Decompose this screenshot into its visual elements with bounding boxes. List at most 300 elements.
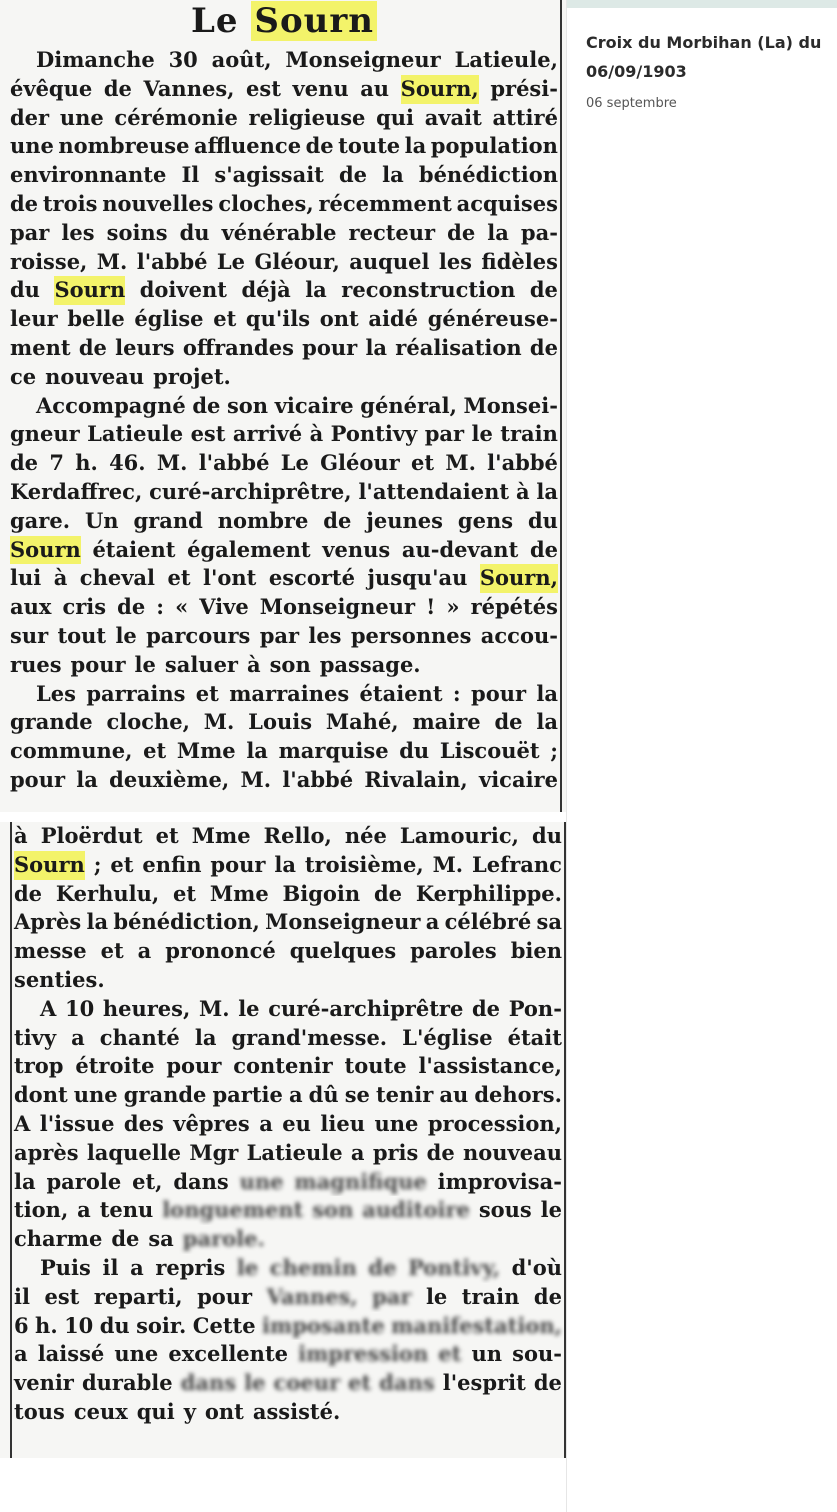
word: auquel: [349, 248, 430, 274]
word: Bigoin: [282, 880, 361, 906]
word: la: [274, 851, 296, 877]
text-line: [8, 46, 560, 75]
text-line: [8, 593, 560, 622]
word: L'église: [402, 1024, 493, 1050]
word: imposante: [262, 1312, 385, 1338]
word: de: [471, 995, 501, 1021]
word: bénédiction,: [113, 909, 260, 935]
word: est: [190, 421, 226, 447]
word: du: [532, 823, 562, 848]
word: le: [236, 1254, 259, 1280]
word: et: [110, 851, 134, 877]
word: M.: [445, 450, 476, 476]
word: la: [536, 478, 558, 504]
word: l'ont: [202, 565, 257, 591]
word: M.: [432, 851, 464, 877]
word: de: [10, 190, 39, 216]
word: qu'ils: [245, 306, 311, 332]
word: curé-archiprêtre: [268, 995, 464, 1021]
word: venus: [322, 536, 391, 562]
word: et: [213, 306, 237, 332]
word: née: [344, 823, 387, 848]
word: personnes: [350, 622, 472, 648]
word: nouveau: [45, 363, 145, 389]
word: au: [360, 75, 390, 101]
word: acquises: [456, 190, 558, 216]
word: général,: [360, 392, 457, 418]
text-line: [12, 1052, 564, 1081]
word: étroite: [75, 1053, 155, 1079]
word: de: [323, 507, 352, 533]
word: nombre: [217, 507, 309, 533]
word: eu: [282, 1110, 311, 1136]
word: la: [404, 133, 427, 159]
word: a: [71, 1024, 85, 1050]
word: trois: [42, 190, 98, 216]
word: et: [155, 823, 179, 848]
word: a: [137, 938, 152, 964]
word: à: [14, 823, 28, 848]
word: A: [14, 1110, 31, 1136]
word: 46.: [109, 450, 146, 476]
word: de: [368, 1254, 397, 1280]
word: de: [373, 880, 403, 906]
text-line: [8, 622, 560, 651]
word: une: [73, 1082, 118, 1108]
text-line: [12, 1254, 564, 1283]
word: coeur: [273, 1370, 341, 1396]
word: de: [447, 219, 476, 245]
word: troisième,: [304, 851, 424, 877]
word: Kerhulu,: [55, 880, 160, 906]
word: assisté.: [252, 1398, 341, 1424]
word: la: [86, 909, 109, 935]
text-line: [12, 995, 564, 1024]
word: M.: [240, 766, 272, 792]
word: également: [187, 536, 311, 562]
word: du: [179, 219, 210, 245]
word: pour: [210, 851, 266, 877]
word: improvisa-: [437, 1168, 562, 1194]
word: évêque: [10, 75, 93, 101]
word: sa: [148, 1226, 174, 1252]
word: venu: [292, 75, 349, 101]
word: Sourn,: [480, 564, 558, 593]
word: ont: [319, 306, 359, 332]
word: 30: [168, 47, 198, 72]
word: la: [76, 766, 98, 792]
word: des: [123, 1110, 164, 1136]
word: toute: [344, 1053, 407, 1079]
word: leurs: [115, 334, 175, 360]
word: l'abbé: [282, 766, 354, 792]
word: pris: [372, 1139, 419, 1165]
word: recteur: [348, 219, 436, 245]
word: dans: [379, 1370, 435, 1396]
word: Le: [280, 450, 309, 476]
word: Monseigneur: [265, 909, 421, 935]
panel-topbar: [567, 0, 837, 8]
word: ;: [93, 851, 102, 877]
word: Mme: [191, 823, 251, 848]
word: de: [494, 709, 523, 735]
word: Mme: [209, 880, 269, 906]
word: impression: [298, 1341, 429, 1367]
word: nouvelles: [102, 190, 214, 216]
word: tion,: [14, 1197, 69, 1223]
word: l'abbé: [136, 248, 208, 274]
word: et: [411, 450, 435, 476]
word: senties.: [14, 966, 105, 992]
word: dans: [180, 1370, 237, 1396]
word: 10: [64, 1312, 94, 1338]
word: cloches,: [218, 190, 314, 216]
word: Ploërdut: [40, 823, 143, 848]
word: «: [175, 594, 189, 620]
word: d'où: [511, 1254, 562, 1280]
word: de: [10, 450, 39, 476]
word: et,: [132, 1168, 163, 1194]
word: et: [195, 680, 219, 706]
word: train: [461, 1283, 520, 1309]
word: nombreuse: [58, 133, 190, 159]
word: cris: [62, 594, 107, 620]
word: pour: [471, 680, 527, 706]
word: longuement: [162, 1197, 304, 1223]
word: de: [78, 334, 107, 360]
headline-prefix: Le: [191, 1, 252, 41]
word: après: [14, 1139, 79, 1165]
word: Sourn: [10, 536, 81, 565]
word: jeunes: [366, 507, 443, 533]
word: tivy: [14, 1024, 57, 1050]
word: Le: [216, 248, 246, 274]
word: étaient: [359, 680, 443, 706]
text-line: [12, 851, 564, 880]
word: de: [103, 75, 132, 101]
text-line: [12, 1196, 564, 1225]
word: pa-: [520, 219, 558, 245]
word: Les: [36, 680, 76, 706]
word: repris: [155, 1254, 226, 1280]
word: maire: [412, 709, 481, 735]
word: sou-: [512, 1341, 562, 1367]
word: ;: [550, 738, 558, 764]
word: leur: [10, 306, 58, 332]
word: !: [426, 594, 436, 620]
word: à: [309, 421, 324, 447]
word: dont: [14, 1082, 68, 1108]
word: une: [114, 1341, 159, 1367]
word: le: [471, 421, 493, 447]
word: tous: [14, 1398, 65, 1424]
word: récemment: [318, 190, 452, 216]
word: ce: [10, 363, 37, 389]
text-line: [12, 1340, 564, 1369]
word: lieu: [320, 1110, 365, 1136]
word: projet.: [153, 363, 231, 389]
word: auditoire: [362, 1197, 470, 1223]
word: Gléour: [320, 450, 400, 476]
text-line: [8, 161, 560, 190]
text-line: [8, 564, 560, 593]
word: soins: [106, 219, 168, 245]
word: déjà: [241, 277, 291, 303]
word: l'attendaient: [358, 478, 510, 504]
word: la: [14, 1168, 36, 1194]
word: laissé: [37, 1341, 105, 1367]
word: tenu: [99, 1197, 154, 1223]
word: il: [102, 1254, 119, 1280]
word: Sourn,: [401, 75, 479, 104]
word: à: [53, 565, 68, 591]
word: une: [374, 1110, 419, 1136]
word: est: [246, 75, 281, 101]
text-line: [12, 1168, 564, 1197]
text-line: [8, 132, 560, 161]
word: vêpres: [173, 1110, 250, 1136]
word: de: [533, 1370, 562, 1396]
word: religieuse: [248, 104, 366, 130]
word: Il: [181, 162, 200, 188]
word: au: [439, 1082, 469, 1108]
word: le: [134, 651, 156, 677]
word: paroles: [410, 938, 497, 964]
text-line: [8, 651, 560, 680]
scan-seam: [0, 812, 566, 822]
word: M.: [96, 248, 128, 274]
word: dû: [308, 1082, 339, 1108]
text-line: [8, 507, 560, 536]
word: pour: [70, 651, 126, 677]
word: l'esprit: [442, 1370, 526, 1396]
word: aux: [10, 594, 52, 620]
word: rues: [10, 651, 62, 677]
word: parrains: [86, 680, 186, 706]
word: par: [259, 622, 300, 648]
word: la: [305, 277, 327, 303]
text-line: [8, 190, 560, 219]
word: Accompagné: [36, 392, 186, 418]
word: reconstruction: [341, 277, 516, 303]
word: à: [515, 478, 530, 504]
word: et: [438, 1341, 462, 1367]
word: vicaire: [479, 766, 558, 792]
word: de: [529, 536, 558, 562]
word: et: [100, 938, 124, 964]
word: h.: [35, 1312, 58, 1338]
word: parole.: [182, 1226, 265, 1252]
word: Pon-: [508, 995, 562, 1021]
text-line: [8, 680, 560, 709]
word: marquise: [278, 738, 389, 764]
word: Louis: [248, 709, 313, 735]
word: soir.: [136, 1312, 187, 1338]
word: a: [350, 1139, 365, 1165]
word: de: [14, 880, 43, 906]
word: un: [471, 1341, 503, 1367]
text-line: [8, 420, 560, 449]
word: Mgr: [189, 1139, 239, 1165]
word: prési-: [490, 75, 558, 101]
word: la: [194, 1024, 217, 1050]
word: sa: [536, 909, 562, 935]
text-line: [12, 1312, 564, 1341]
word: le: [425, 1283, 448, 1309]
word: y: [183, 1398, 196, 1424]
word: l'assistance,: [418, 1053, 562, 1079]
headline-highlight: Sourn: [251, 1, 377, 41]
word: répétés: [470, 594, 558, 620]
word: procession,: [427, 1110, 562, 1136]
word: les: [308, 622, 342, 648]
word: Latieule,: [454, 47, 558, 72]
word: qui: [376, 104, 415, 130]
word: de: [533, 1283, 562, 1309]
text-line: [8, 392, 560, 421]
word: et: [143, 738, 167, 764]
word: Latieule: [246, 1139, 343, 1165]
word: bien: [510, 938, 562, 964]
source-title[interactable]: Croix du Morbihan (La) du 06/09/1903: [586, 33, 822, 81]
text-line: [8, 766, 560, 795]
word: Liscouët: [439, 738, 540, 764]
word: lui: [10, 565, 42, 591]
word: Un: [84, 507, 119, 533]
text-line: [12, 937, 564, 966]
word: Vive: [199, 594, 249, 620]
word: a: [130, 1254, 144, 1280]
word: Après: [14, 909, 82, 935]
word: pour: [197, 1283, 253, 1309]
word: qui: [136, 1398, 175, 1424]
word: Sourn: [14, 851, 85, 880]
word: s'agissait: [214, 162, 324, 188]
word: A: [40, 995, 57, 1021]
metadata-panel: [566, 0, 837, 1512]
word: commune,: [10, 738, 133, 764]
word: les: [61, 219, 95, 245]
text-line: [8, 737, 560, 766]
article-text-top: [8, 46, 560, 795]
article-text-bottom: [12, 822, 564, 1427]
word: du: [10, 277, 40, 303]
word: dehors.: [474, 1082, 562, 1108]
word: pour: [302, 334, 358, 360]
word: est: [44, 1283, 80, 1309]
word: h.: [75, 450, 98, 476]
word: le: [540, 1197, 562, 1223]
word: ceux: [73, 1398, 128, 1424]
word: charme: [14, 1226, 103, 1252]
word: sous: [478, 1197, 532, 1223]
word: Monseigneur: [259, 594, 416, 620]
word: de: [192, 392, 221, 418]
text-line: [8, 219, 560, 248]
word: quelques: [289, 938, 397, 964]
word: messe: [14, 938, 87, 964]
word: Sourn: [54, 276, 125, 305]
text-line: [8, 75, 560, 104]
word: der: [10, 104, 50, 130]
word: :: [452, 680, 461, 706]
article-headline: [8, 2, 560, 40]
word: avait: [424, 104, 482, 130]
word: l'abbé: [198, 450, 270, 476]
word: dans: [173, 1168, 229, 1194]
word: Lamouric,: [399, 823, 519, 848]
text-line: [12, 1225, 564, 1254]
word: son: [269, 651, 311, 677]
word: à: [247, 651, 261, 677]
word: grande: [10, 709, 93, 735]
word: de: [529, 277, 558, 303]
word: Gléour,: [254, 248, 340, 274]
text-line: [12, 966, 564, 995]
word: Rello,: [263, 823, 332, 848]
word: cloche,: [106, 709, 190, 735]
word: 10: [64, 995, 95, 1021]
word: du: [399, 738, 430, 764]
word: par: [424, 421, 465, 447]
word: ont: [204, 1398, 244, 1424]
word: curé-archiprêtre,: [149, 478, 352, 504]
word: une: [59, 104, 104, 130]
word: doivent: [139, 277, 227, 303]
word: la: [536, 680, 558, 706]
word: offrandes: [182, 334, 294, 360]
text-line: [12, 1369, 564, 1398]
word: laquelle: [86, 1139, 182, 1165]
word: il: [14, 1283, 30, 1309]
word: parole: [46, 1168, 122, 1194]
word: était: [507, 1024, 562, 1050]
word: son: [312, 1197, 354, 1223]
text-line: [8, 248, 560, 277]
word: au-devant: [401, 536, 519, 562]
word: roisse,: [10, 248, 88, 274]
word: Puis: [40, 1254, 91, 1280]
word: la: [365, 334, 388, 360]
text-line: [12, 1398, 564, 1427]
word: et: [172, 880, 197, 906]
word: toute: [338, 133, 401, 159]
text-line: [12, 880, 564, 909]
word: »: [446, 594, 460, 620]
word: Kerphilippe.: [415, 880, 562, 906]
word: chemin: [269, 1254, 357, 1280]
word: une: [10, 133, 54, 159]
word: 6: [14, 1312, 29, 1338]
word: durable: [81, 1370, 173, 1396]
word: la: [487, 219, 509, 245]
word: de: [111, 1226, 140, 1252]
word: Kerdaffrec,: [10, 478, 143, 504]
word: belle: [67, 306, 125, 332]
word: Cette: [192, 1312, 256, 1338]
word: pour: [10, 766, 66, 792]
word: l'issue: [39, 1110, 115, 1136]
word: célébré: [444, 909, 532, 935]
text-line: [12, 908, 564, 937]
text-line: [12, 1110, 564, 1139]
word: :: [156, 594, 165, 620]
word: Lefranc: [472, 851, 562, 877]
word: contenir: [233, 1053, 333, 1079]
word: grand: [133, 507, 203, 533]
word: reparti,: [93, 1283, 183, 1309]
article-column-top: [8, 0, 562, 812]
